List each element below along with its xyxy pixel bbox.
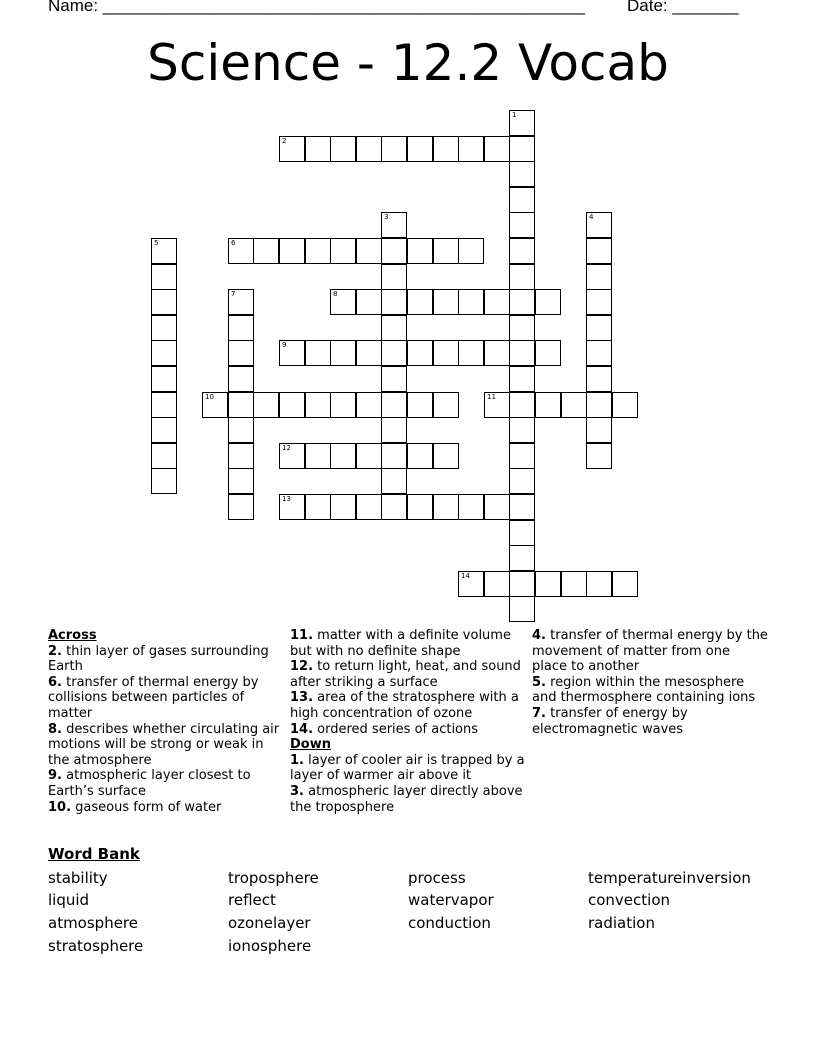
crossword-cell[interactable] [305,136,331,162]
crossword-cell[interactable] [509,494,535,520]
clue-column-3 [532,628,768,737]
crossword-cell[interactable] [509,110,535,136]
crossword-cell[interactable] [228,340,254,366]
word-bank-item: watervapor [408,891,494,909]
crossword-cell[interactable] [151,340,177,366]
crossword-cell[interactable] [484,571,510,597]
crossword-cell[interactable] [509,443,535,469]
crossword-cell[interactable] [330,289,356,315]
cell-number: 6 [231,239,236,247]
clue-column-1 [48,628,283,815]
crossword-cell[interactable] [407,494,433,520]
crossword-cell[interactable] [356,238,382,264]
crossword-cell[interactable] [407,340,433,366]
crossword-cell[interactable] [586,417,612,443]
word-bank-item: temperatureinversion [588,869,751,887]
crossword-cell[interactable] [509,520,535,546]
clue-across-6: 6. transfer of thermal energy by collisions between particles of matter [48,674,259,721]
clue-across-10: 10. gaseous form of water [48,799,222,815]
crossword-cell[interactable] [279,443,305,469]
crossword-cell[interactable] [407,443,433,469]
cell-number: 1 [512,111,517,119]
clue-across-2: 2. thin layer of gases surrounding Earth [48,643,269,675]
crossword-cell[interactable] [228,392,254,418]
clue-across-13: 13. area of the stratosphere with a high concentration of ozone [290,690,519,721]
clue-down-4: 4. transfer of thermal energy by the movement of matter from one place to another [532,628,768,675]
crossword-cell[interactable] [356,289,382,315]
crossword-cell[interactable] [151,264,177,290]
cell-number: 4 [589,213,594,221]
crossword-cell[interactable] [151,443,177,469]
crossword-cell[interactable] [330,443,356,469]
crossword-cell[interactable] [535,571,561,597]
crossword-cell[interactable] [509,315,535,341]
crossword-cell[interactable] [407,136,433,162]
crossword-cell[interactable] [381,238,407,264]
crossword-cell[interactable] [433,238,459,264]
crossword-cell[interactable] [458,289,484,315]
cell-number: 5 [154,239,159,247]
crossword-cell[interactable] [458,571,484,597]
crossword-cell[interactable] [458,136,484,162]
crossword-cell[interactable] [509,571,535,597]
crossword-cell[interactable] [407,289,433,315]
crossword-cell[interactable] [228,238,254,264]
crossword-cell[interactable] [586,366,612,392]
word-bank-title: Word Bank [48,845,140,863]
crossword-cell[interactable] [381,264,407,290]
cell-number: 13 [282,495,291,503]
crossword-cell[interactable] [509,366,535,392]
crossword-cell[interactable] [228,315,254,341]
crossword-cell[interactable] [586,315,612,341]
crossword-cell[interactable] [228,417,254,443]
crossword-cell[interactable] [381,494,407,520]
cell-number: 3 [384,213,389,221]
crossword-cell[interactable] [330,494,356,520]
word-bank-item: radiation [588,914,655,932]
crossword-cell[interactable] [202,392,228,418]
crossword-cell[interactable] [279,340,305,366]
crossword-cell[interactable] [586,392,612,418]
crossword-cell[interactable] [381,468,407,494]
crossword-cell[interactable] [330,340,356,366]
crossword-cell[interactable] [305,443,331,469]
word-bank-item: stability [48,869,108,887]
crossword-cell[interactable] [356,494,382,520]
crossword-cell[interactable] [433,340,459,366]
crossword-cell[interactable] [586,340,612,366]
crossword-cell[interactable] [484,494,510,520]
crossword-cell[interactable] [509,264,535,290]
crossword-cell[interactable] [253,392,279,418]
crossword-cell[interactable] [535,340,561,366]
crossword-cell[interactable] [458,494,484,520]
crossword-cell[interactable] [586,212,612,238]
crossword-cell[interactable] [228,289,254,315]
crossword-cell[interactable] [151,417,177,443]
clue-across-11: 11. matter with a definite volume but with no definite shape [290,628,511,659]
crossword-cell[interactable] [484,340,510,366]
crossword-cell[interactable] [433,289,459,315]
crossword-cell[interactable] [509,238,535,264]
clue-down-1: 1. layer of cooler air is trapped by a layer of warmer air above it [290,752,525,784]
cell-number: 12 [282,444,291,452]
crossword-cell[interactable] [561,392,587,418]
cell-number: 14 [461,572,470,580]
crossword-cell[interactable] [458,340,484,366]
crossword-cell[interactable] [407,238,433,264]
crossword-cell[interactable] [356,443,382,469]
crossword-cell[interactable] [151,289,177,315]
crossword-cell[interactable] [586,571,612,597]
across-heading: Across [48,628,97,643]
crossword-cell[interactable] [279,238,305,264]
crossword-cell[interactable] [509,289,535,315]
crossword-cell[interactable] [535,289,561,315]
crossword-cell[interactable] [586,238,612,264]
crossword-cell[interactable] [381,417,407,443]
clue-across-8: 8. describes whether circulating air motions will be strong or weak in the atmosphere [48,721,280,768]
crossword-cell[interactable] [305,494,331,520]
clue-across-9: 9. atmospheric layer closest to Earth’s surface [48,768,251,799]
crossword-cell[interactable] [509,596,535,622]
crossword-cell[interactable] [586,443,612,469]
crossword-cell[interactable] [356,392,382,418]
cell-number: 10 [205,393,214,401]
word-bank-item: ozonelayer [228,914,311,932]
crossword-cell[interactable] [279,494,305,520]
crossword-cell[interactable] [228,443,254,469]
crossword-cell[interactable] [612,392,638,418]
cell-number: 11 [487,393,496,401]
crossword-cell[interactable] [381,315,407,341]
crossword-cell[interactable] [228,494,254,520]
crossword-cell[interactable] [356,340,382,366]
cell-number: 9 [282,341,287,349]
crossword-cell[interactable] [381,443,407,469]
word-bank-item: convection [588,891,671,909]
crossword-cell[interactable] [535,392,561,418]
crossword-cell[interactable] [433,136,459,162]
crossword-cell[interactable] [330,136,356,162]
crossword-cell[interactable] [381,212,407,238]
crossword-cell[interactable] [151,392,177,418]
crossword-cell[interactable] [509,545,535,571]
word-bank-item: conduction [408,914,491,932]
clue-column-2 [290,628,526,815]
word-bank-item: ionosphere [228,937,312,955]
crossword-cell[interactable] [381,340,407,366]
crossword-cell[interactable] [381,366,407,392]
crossword-cell[interactable] [381,289,407,315]
crossword-cell[interactable] [279,136,305,162]
crossword-cell[interactable] [586,264,612,290]
down-heading: Down [290,737,331,753]
word-bank-item: reflect [228,891,276,909]
crossword-cell[interactable] [484,289,510,315]
crossword-cell[interactable] [151,315,177,341]
crossword-cell[interactable] [151,238,177,264]
crossword-cell[interactable] [509,136,535,162]
crossword-cell[interactable] [509,468,535,494]
crossword-cell[interactable] [305,340,331,366]
date-field[interactable]: Date: _______ [627,0,739,15]
word-bank-item: atmosphere [48,914,138,932]
crossword-cell[interactable] [228,468,254,494]
crossword-cell[interactable] [509,340,535,366]
clue-down-7: 7. transfer of energy by electromagnetic waves [532,705,688,737]
word-bank-item: process [408,869,466,887]
crossword-cell[interactable] [433,443,459,469]
crossword-cell[interactable] [458,238,484,264]
cell-number: 7 [231,290,236,298]
cell-number: 2 [282,137,287,145]
word-bank-item: liquid [48,891,90,909]
crossword-cell[interactable] [509,187,535,213]
crossword-cell[interactable] [381,136,407,162]
name-field[interactable]: Name: ___________________________________________________ [48,0,585,15]
crossword-cell[interactable] [356,136,382,162]
clue-across-14: 14. ordered series of actions [290,721,479,737]
crossword-cell[interactable] [484,136,510,162]
crossword-cell[interactable] [407,392,433,418]
crossword-cell[interactable] [381,392,407,418]
crossword-cell[interactable] [509,392,535,418]
crossword-cell[interactable] [330,392,356,418]
crossword-cell[interactable] [330,238,356,264]
crossword-cell[interactable] [279,392,305,418]
crossword-cell[interactable] [509,161,535,187]
page-title: Science - 12.2 Vocab [147,34,669,92]
crossword-cell[interactable] [433,494,459,520]
crossword-cell[interactable] [433,392,459,418]
crossword-cell[interactable] [253,238,279,264]
crossword-cell[interactable] [305,238,331,264]
crossword-cell[interactable] [151,366,177,392]
word-bank-item: stratosphere [48,937,144,955]
crossword-cell[interactable] [228,366,254,392]
cell-number: 8 [333,290,338,298]
clue-across-12: 12. to return light, heat, and sound after striking a surface [290,659,521,690]
crossword-cell[interactable] [612,571,638,597]
crossword-cell[interactable] [586,289,612,315]
crossword-cell[interactable] [561,571,587,597]
crossword-cell[interactable] [509,417,535,443]
crossword-cell[interactable] [509,212,535,238]
crossword-cell[interactable] [305,392,331,418]
word-bank-item: troposphere [228,869,319,887]
clue-down-3: 3. atmospheric layer directly above the troposphere [290,783,523,815]
crossword-cell[interactable] [484,392,510,418]
clue-down-5: 5. region within the mesosphere and thermosphere containing ions [532,674,756,706]
crossword-cell[interactable] [151,468,177,494]
